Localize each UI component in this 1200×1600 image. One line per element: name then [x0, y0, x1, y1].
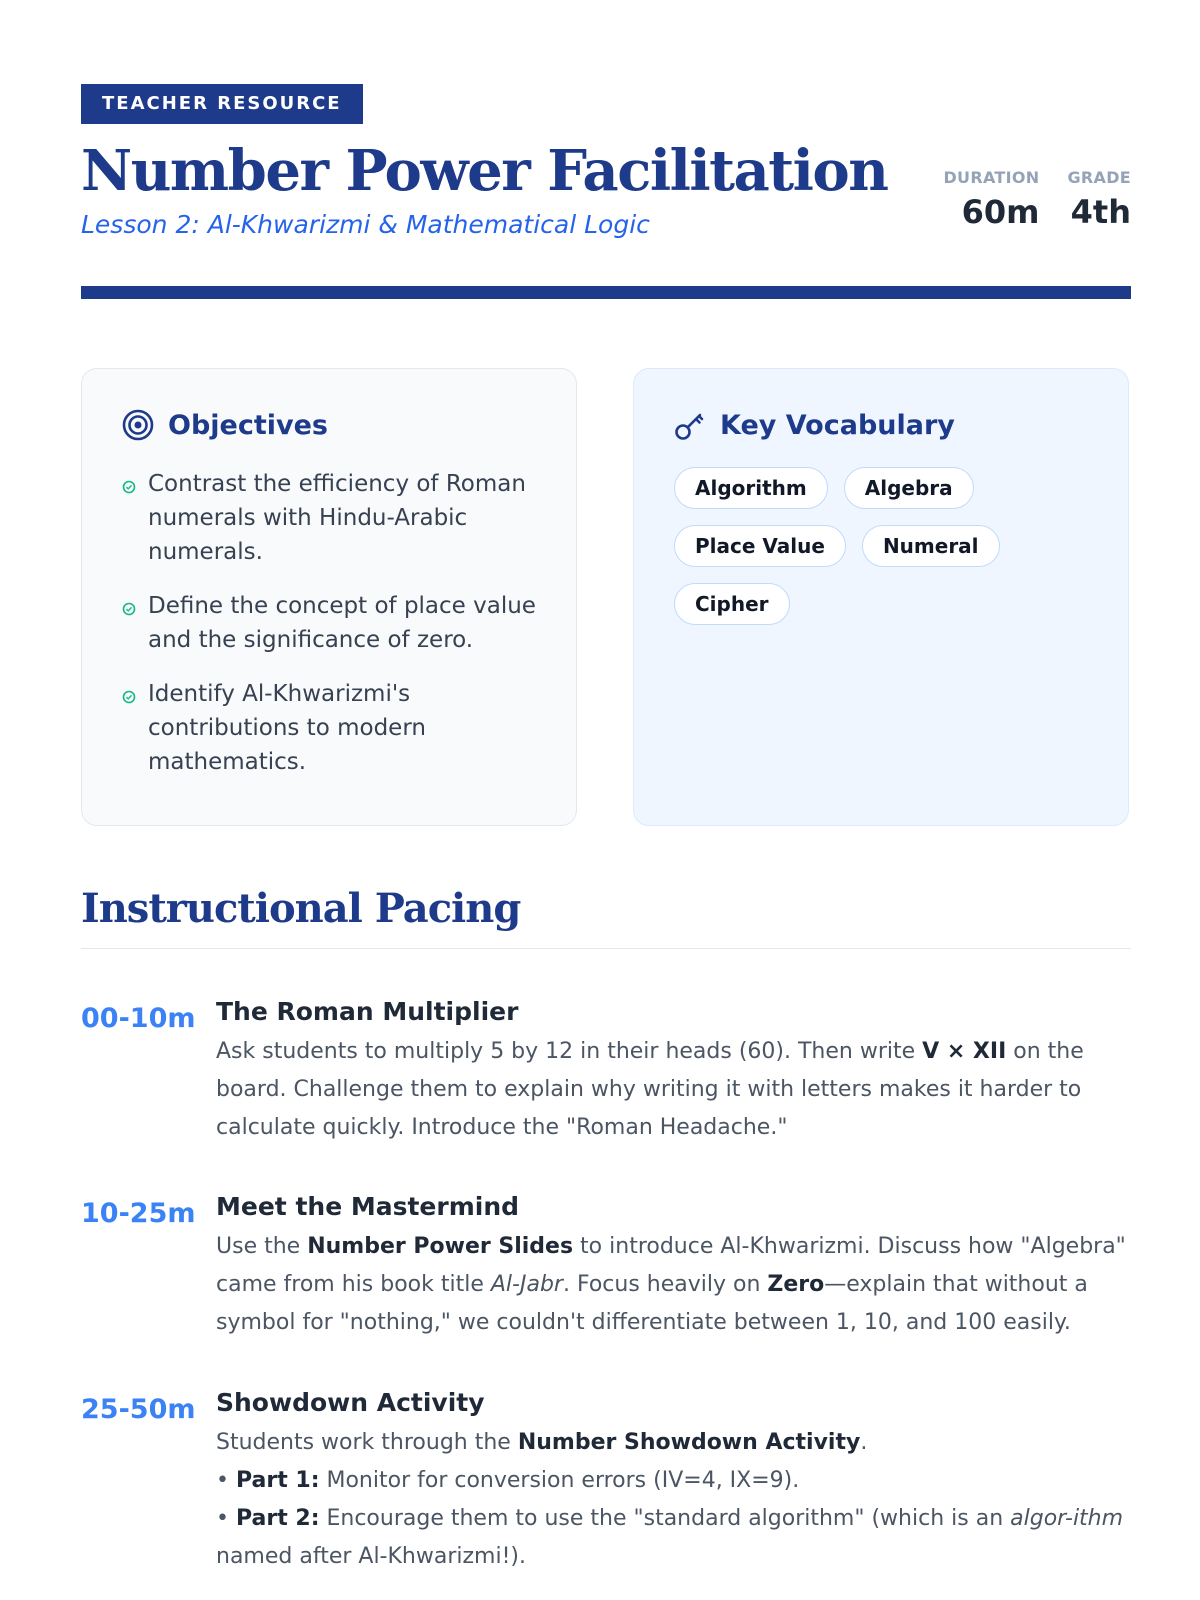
bold-text: V × XII [922, 1039, 1007, 1064]
check-circle-icon [122, 690, 136, 704]
text: —explain that without a symbol for "nothing," we couldn't differentiate between 1, 10, and 100 easily. [216, 1272, 1088, 1335]
text: Monitor for conversion errors (IV=4, IX=9). [319, 1468, 800, 1493]
text: Ask students to multiply 5 by 12 in their heads (60). Then write [216, 1039, 923, 1064]
bold-text: Number Power Slides [307, 1234, 574, 1259]
vocabulary-title: Key Vocabulary [720, 409, 955, 441]
objectives-title: Objectives [168, 409, 328, 441]
step-body [216, 995, 1131, 1147]
page-subtitle: Lesson 2: Al-Khwarizmi & Mathematical Logic [81, 210, 650, 239]
italic-text: algor-ithm [1010, 1506, 1124, 1531]
meta-label: DURATION [943, 168, 1040, 187]
list-item [122, 677, 536, 779]
step-time: 10-25m [81, 1198, 196, 1229]
pacing-step [81, 1190, 1131, 1342]
meta-duration [943, 168, 1039, 231]
objectives-header [122, 409, 536, 441]
bullet-part-1: • Part 1: Monitor for conversion errors (IV=4, IX=9). [216, 1468, 800, 1493]
bold-text: Zero [767, 1272, 825, 1297]
objective-text: Identify Al-Khwarizmi's contributions to modern mathematics. [148, 681, 426, 775]
bold-text: Part 1: [235, 1468, 320, 1493]
list-item [122, 589, 536, 657]
vocab-chip: Numeral [862, 525, 1000, 567]
text: to introduce Al-Khwarizmi. Discuss how "Algebra" came from his book title [216, 1234, 1126, 1297]
vocab-chip: Place Value [674, 525, 846, 567]
key-icon [674, 409, 706, 441]
meta-value: 4th [1070, 193, 1131, 231]
list-item [122, 467, 536, 569]
meta-grade [1067, 168, 1131, 231]
header-divider [81, 286, 1131, 299]
text: Students work through the [216, 1430, 518, 1455]
step-time: 25-50m [81, 1394, 196, 1425]
target-icon [122, 409, 154, 441]
meta-label: GRADE [1067, 168, 1131, 187]
text: . Focus heavily on [562, 1272, 768, 1297]
meta-value: 60m [961, 193, 1040, 231]
text: Encourage them to use the "standard algorithm" (which is an [319, 1506, 1011, 1531]
step-text [216, 1228, 1131, 1342]
bold-text: Number Showdown Activity [517, 1430, 861, 1455]
lesson-meta [943, 168, 1131, 231]
text: Use the [216, 1234, 308, 1259]
step-body [216, 1190, 1131, 1342]
step-title: Showdown Activity [216, 1388, 485, 1417]
objectives-list [122, 467, 536, 779]
pacing-step [81, 995, 1131, 1147]
bold-text: Part 2: [235, 1506, 320, 1531]
step-time: 00-10m [81, 1003, 196, 1034]
vocab-chip: Algorithm [674, 467, 828, 509]
objective-text: Contrast the efficiency of Roman numerals with Hindu-Arabic numerals. [148, 471, 526, 565]
check-circle-icon [122, 480, 136, 494]
objective-text: Define the concept of place value and the significance of zero. [148, 593, 536, 653]
vocab-chip: Algebra [844, 467, 974, 509]
vocabulary-header [674, 409, 1088, 441]
step-title: The Roman Multiplier [216, 997, 519, 1026]
bullet-part-2: • Part 2: Encourage them to use the "standard algorithm" (which is an algor-ithm named after Al-Khwarizmi!). [216, 1506, 1124, 1569]
resource-badge: TEACHER RESOURCE [81, 84, 363, 124]
vocab-chip: Cipher [674, 583, 790, 625]
vocabulary-card [633, 368, 1129, 826]
check-circle-icon [122, 602, 136, 616]
text: on the board. Challenge them to explain why writing it with letters makes it harder to calculate quickly. Introduce the "Roman Headache." [216, 1039, 1084, 1140]
section-divider [81, 948, 1131, 949]
objectives-card [81, 368, 577, 826]
text: . [860, 1430, 868, 1455]
step-line [216, 1424, 1131, 1462]
pacing-step [81, 1386, 1131, 1576]
page-title: Number Power Facilitation [81, 138, 888, 204]
text: named after Al-Khwarizmi!). [216, 1544, 526, 1569]
step-title: Meet the Mastermind [216, 1192, 520, 1221]
italic-text: Al-Jabr [490, 1272, 563, 1297]
pacing-title: Instructional Pacing [81, 885, 521, 932]
step-text [216, 1424, 1131, 1576]
vocabulary-chips [674, 467, 1004, 625]
step-body [216, 1386, 1131, 1576]
step-text [216, 1033, 1131, 1147]
